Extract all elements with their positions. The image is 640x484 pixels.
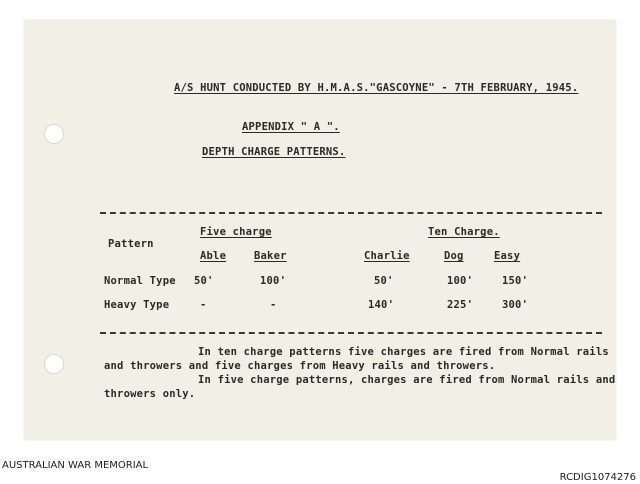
cell-normal-easy: 150'	[502, 275, 529, 287]
row-label-normal: Normal Type	[104, 275, 176, 287]
appendix-heading: APPENDIX " A ".	[242, 121, 340, 133]
cell-heavy-easy: 300'	[502, 299, 529, 311]
column-header-easy: Easy	[494, 250, 521, 262]
column-header-dog: Dog	[444, 250, 464, 262]
cell-heavy-dog: 225'	[447, 299, 474, 311]
note-line-1: In ten charge patterns five charges are fired from Normal rails	[198, 346, 609, 358]
cell-heavy-able: -	[200, 299, 207, 311]
column-header-baker: Baker	[254, 250, 287, 262]
five-charge-group-header: Five charge	[200, 226, 272, 238]
row-label-heavy: Heavy Type	[104, 299, 170, 311]
note-line-4: throwers only.	[104, 388, 196, 400]
cell-normal-able: 50'	[194, 275, 214, 287]
footer-institution: AUSTRALIAN WAR MEMORIAL	[2, 460, 149, 471]
ten-charge-group-header: Ten Charge.	[428, 226, 500, 238]
column-header-charlie: Charlie	[364, 250, 410, 262]
table-top-rule	[100, 212, 602, 214]
cell-normal-baker: 100'	[260, 275, 287, 287]
cell-normal-dog: 100'	[447, 275, 474, 287]
document-page	[24, 20, 616, 440]
cell-heavy-charlie: 140'	[368, 299, 395, 311]
note-line-2: and throwers and five charges from Heavy rails and throwers.	[104, 360, 496, 372]
pattern-column-header: Pattern	[108, 238, 154, 250]
cell-heavy-baker: -	[270, 299, 277, 311]
punch-hole-top	[44, 124, 64, 144]
cell-normal-charlie: 50'	[374, 275, 394, 287]
footer-record-id: RCDIG1074276	[559, 472, 636, 483]
column-header-able: Able	[200, 250, 227, 262]
table-bottom-rule	[100, 332, 602, 334]
document-subtitle: DEPTH CHARGE PATTERNS.	[202, 146, 346, 158]
punch-hole-bottom	[44, 354, 64, 374]
note-line-3: In five charge patterns, charges are fired from Normal rails and	[198, 374, 616, 386]
document-title: A/S HUNT CONDUCTED BY H.M.A.S."GASCOYNE" - 7TH FEBRUARY, 1945.	[174, 82, 579, 94]
